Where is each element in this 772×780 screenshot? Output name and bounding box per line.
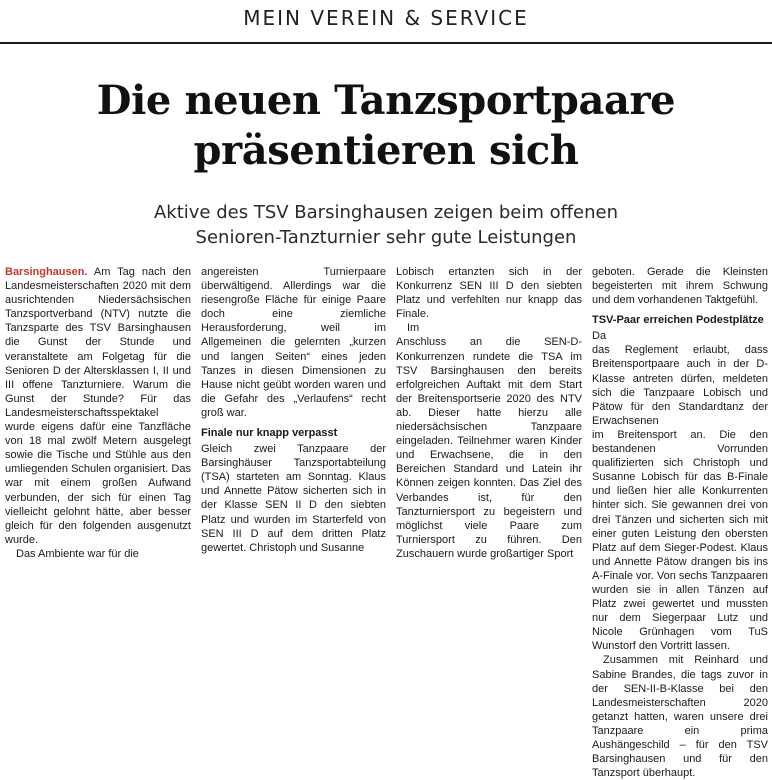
headline-line-1: Die neuen Tanzsportpaare [96, 77, 676, 124]
article-paragraph-5a: Da [592, 330, 607, 343]
article-paragraph-continued: geboten. Gerade die Kleinsten begeisterten mit ihrem Schwung und dem vorhandenen Taktgefühl. [592, 266, 768, 307]
article-dateline: Barsinghausen. [5, 266, 88, 278]
article-subhead-2: TSV-Paar erreichen Podestplätze [592, 314, 764, 327]
article-column-1 [5, 265, 191, 565]
article-paragraph-5b: im Breitensport an. Die den bestandenen Vorrunden qualifizierten sich Christoph und Susanne Lobisch für das B-Finale und ließen hier alle Konkurrenten hinter sich. Sie gewannen drei von drei Tänzen und sicherten sich mit einer guten Leistung den obersten Platz auf dem Sieger-Podest. Klaus und Annette Pätow drangen bis ins A-Finale vor. Von sechs Tanzpaaren wurden sie in allen Tänzen auf Platz zwei gewertet und mussten nur dem Siegerpaar Lutz und Nicole Grünhagen vom TuS Wunstorf den Vortritt lassen. [592, 428, 768, 653]
headline-line-2: präsentieren sich [193, 127, 579, 174]
article-paragraph-3: Gleich zwei Tanzpaare der Barsinghäuser Tanzsportabteilung (TSA) starteten am Sonntag. Klaus und Annette Pätow sicherten sich in der Klasse SEN II D den siebten Platz und wurden im Starterfeld von SEN III D auf dem dritten Platz gewertet. Christoph und Susanne [201, 443, 386, 554]
section-divider [0, 42, 772, 44]
article-column-4 [592, 265, 768, 780]
article-paragraph-1 [5, 265, 191, 547]
section-title: MEIN VEREIN & SERVICE [243, 6, 529, 30]
article-paragraph-continued: das Reglement erlaubt, dass Breitensportpaare auch in der D-Klasse antreten dürfen, meldeten sich die Tanzpaare Lobisch und Pätow für den Standardtanz der Erwachsenen [592, 344, 768, 427]
subheadline-line-2: Senioren-Tanzturnier sehr gute Leistungen [195, 227, 577, 248]
article-column-2 [201, 265, 386, 565]
article-paragraph-continued: Lobisch ertanzten sich in der Konkurrenz SEN III D den siebten Platz und verfehlten nur knapp das Finale. [396, 266, 582, 321]
article-subhead-1: Finale nur knapp verpasst [201, 427, 338, 440]
subheadline-line-1: Aktive des TSV Barsinghausen zeigen beim offenen [153, 202, 618, 223]
paragraph-1-text: Am Tag nach den Landesmeisterschaften 2020 mit dem ausrichtenden Niedersächsischen Tanzsportverband (NTV) nutzte die Tanzsparte des TSV Barsinghausen die Gunst der Stunde und veranstaltete am Folgetag für die Senioren D der Altersklassen I, II und III offene Tanzturniere. Warum die Gunst der Stunde? Für das Landesmeisterschaftsspektakel wurde eigens dafür eine Tanzfläche von 18 mal zwölf Metern ausgelegt sowie die Tische und Stühle aus den umliegenden Schulen organisiert. Das war mit einem großen Aufwand verbunden, der sich für einen Tag vielleicht gelohnt hätte, aber besser gleich für den folgenden ausgenutzt wurde. [5, 266, 191, 546]
article-paragraph-4: Im [407, 322, 420, 335]
article-headline [0, 76, 772, 176]
article-paragraph-continued: Anschluss an die SEN-D-Konkurrenzen rundete die TSA im TSV Barsinghausen den bereits erfolgreichen Auftakt mit dem Start der Breitensportserie 2020 des NTV ab. Dieser hatte hierzu alle niedersächsischen Tanzpaare eingeladen. Teilnehmer waren Kinder und Erwachsene, die in den Bereichen Standard und Latein ihr Können zeigen konnten. Das Ziel des Verbandes ist, für den Tanzturniersport zu begeistern und möglichst viele Paare zum Turniersport zu führen. Den Zuschauern wurde großartiger Sport [396, 336, 582, 560]
article-subheadline [0, 200, 772, 250]
article-paragraph-continued: angereisten Turnierpaare überwältigend. Allerdings war die riesengroße Fläche für einige Paare doch eine ziemliche Herausforderung, weil im Allgemeinen die gelernten „kurzen und langen Seiten“ eines jeden Tanzes in diesen Dimensionen zu Hause nicht geübt worden waren und die Gefahr des „Verlaufens“ recht groß war. [201, 266, 386, 419]
article-column-3 [396, 265, 582, 565]
article-paragraph-2: Das Ambiente war für die [16, 547, 139, 560]
article-paragraph-6: Zusammen mit Reinhard und Sabine Brandes, die tags zuvor in der SEN-II-B-Klasse bei den Landesmeisterschaften 2020 getanzt hatten, waren unsere drei Tanzpaare ein prima Aushängeschild – für den TSV Barsinghausen und für den Tanzsport überhaupt. [592, 654, 768, 780]
